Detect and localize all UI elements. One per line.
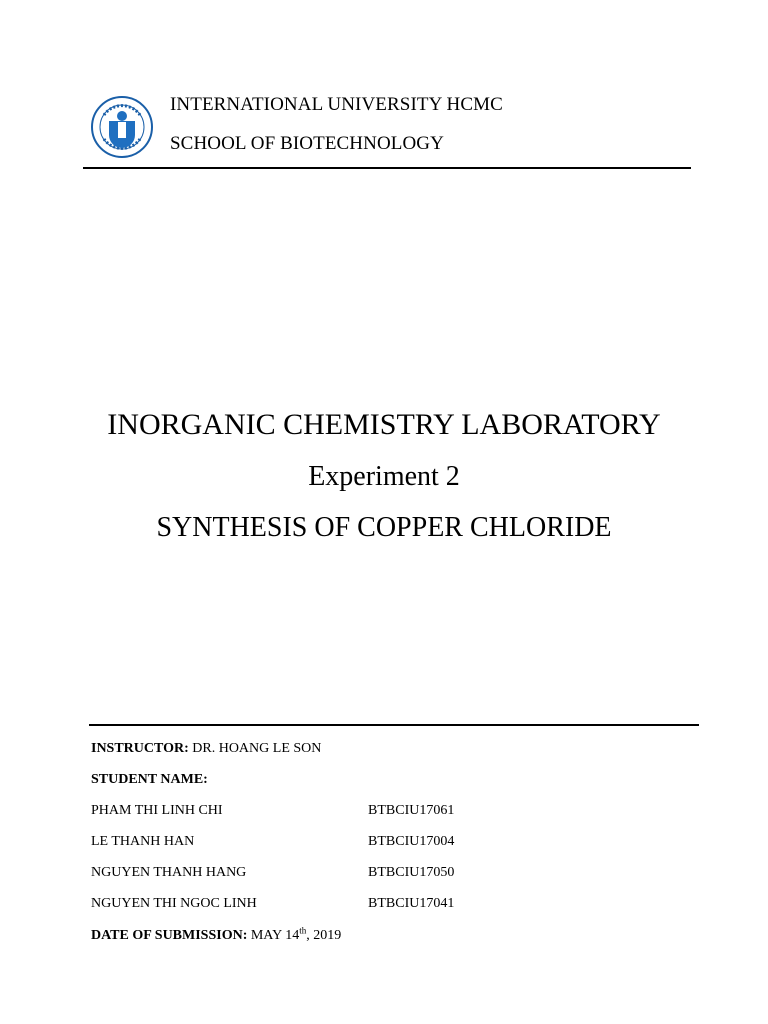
school-name: SCHOOL OF BIOTECHNOLOGY <box>170 133 444 154</box>
experiment-title: SYNTHESIS OF COPPER CHLORIDE <box>156 512 612 543</box>
header-divider <box>83 167 691 169</box>
submission-date-line <box>91 925 342 944</box>
student-name: PHAM THI LINH CHI <box>91 803 223 818</box>
student-row <box>91 834 511 850</box>
university-name: INTERNATIONAL UNIVERSITY HCMC <box>170 94 503 115</box>
submission-date-year: , 2019 <box>306 928 342 943</box>
submission-date-label: DATE OF SUBMISSION: <box>91 928 248 943</box>
course-title: INORGANIC CHEMISTRY LABORATORY <box>107 408 661 441</box>
student-name: NGUYEN THI NGOC LINH <box>91 896 257 911</box>
student-name-label <box>91 772 208 788</box>
student-row <box>91 803 511 819</box>
submission-date-value: MAY 14 <box>247 928 300 943</box>
student-row <box>91 896 511 912</box>
student-name-heading: STUDENT NAME: <box>91 772 208 787</box>
student-id: BTBCIU17050 <box>368 865 455 880</box>
student-row <box>91 865 511 881</box>
student-id: BTBCIU17041 <box>368 896 455 911</box>
experiment-number: Experiment 2 <box>308 461 460 492</box>
instructor-name: DR. HOANG LE SON <box>188 741 322 756</box>
date-ordinal-suffix: th <box>299 925 307 936</box>
info-divider <box>89 724 699 726</box>
student-id: BTBCIU17061 <box>368 803 455 818</box>
instructor-label: INSTRUCTOR: <box>91 741 189 756</box>
student-name: NGUYEN THANH HANG <box>91 865 247 880</box>
student-id: BTBCIU17004 <box>368 834 455 849</box>
university-seal-icon <box>90 95 154 159</box>
instructor-line <box>91 741 321 757</box>
student-name: LE THANH HAN <box>91 834 195 849</box>
